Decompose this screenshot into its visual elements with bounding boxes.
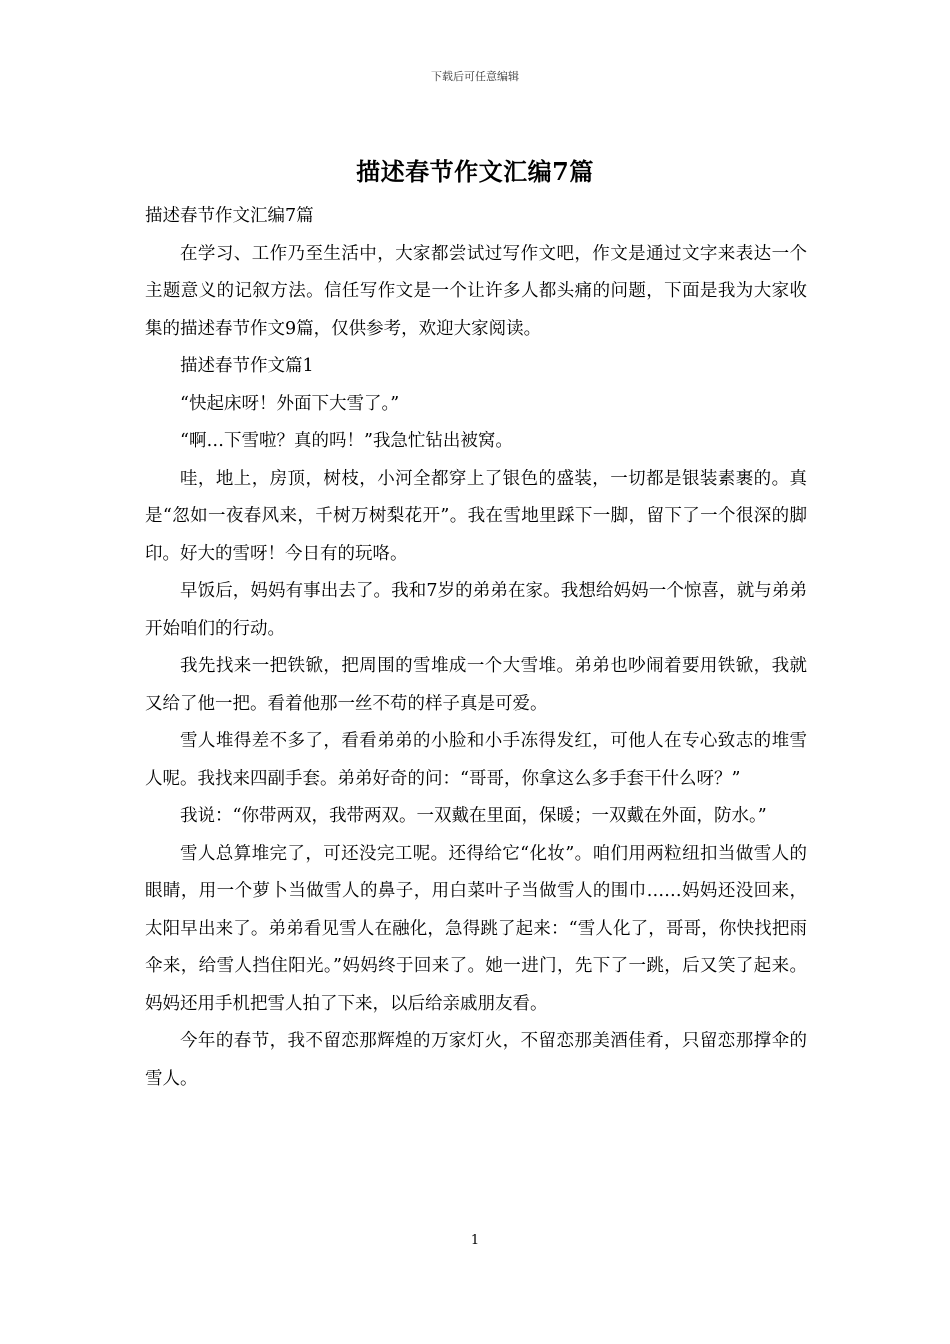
page-header: 下载后可任意编辑 xyxy=(431,70,519,83)
paragraph: 我说：“你带两双，我带两双。一双戴在里面，保暖；一双戴在外面，防水。” xyxy=(180,806,767,826)
subtitle-line: 描述春节作文汇编7篇 xyxy=(145,206,314,226)
section-heading: 描述春节作文篇1 xyxy=(180,356,314,376)
paragraph: “快起床呀！外面下大雪了。” xyxy=(180,393,400,414)
document-title: 描述春节作文汇编7篇 xyxy=(356,157,594,186)
page-number: 1 xyxy=(470,1233,480,1248)
paragraph: 早饭后，妈妈有事出去了。我和7岁的弟弟在家。我想给妈妈一个惊喜，就与弟弟开始咱们的行动。 xyxy=(145,581,807,639)
paragraph: 今年的春节，我不留恋那辉煌的万家灯火，不留恋那美酒佳肴，只留恋那撑伞的雪人。 xyxy=(145,1031,807,1089)
paragraph: 雪人堆得差不多了，看看弟弟的小脸和小手冻得发红，可他人在专心致志的堆雪人呢。我找来四副手套。弟弟好奇的问：“哥哥，你拿这么多手套干什么呀？” xyxy=(145,731,807,789)
paragraph: 哇，地上，房顶，树枝，小河全都穿上了银色的盛装，一切都是银装素裹的。真是“忽如一夜春风来，千树万树梨花开”。我在雪地里踩下一脚，留下了一个很深的脚印。好大的雪呀！今日有的玩咯。 xyxy=(145,468,807,564)
paragraph: 我先找来一把铁锨，把周围的雪堆成一个大雪堆。弟弟也吵闹着要用铁锨，我就又给了他一把。看着他那一丝不苟的样子真是可爱。 xyxy=(145,656,807,714)
paragraph: 雪人总算堆完了，可还没完工呢。还得给它“化妆”。咱们用两粒纽扣当做雪人的眼睛，用一个萝卜当做雪人的鼻子，用白菜叶子当做雪人的围巾……妈妈还没回来，太阳早出来了。弟弟看见雪人在融化，急得跳了起来：“雪人化了，哥哥，你快找把雨伞来，给雪人挡住阳光。”妈妈终于回来了。她一进门，先下了一跳，后又笑了起来。妈妈还用手机把雪人拍了下来，以后给亲戚朋友看。 xyxy=(145,843,807,1014)
intro-paragraph: 在学习、工作乃至生活中，大家都尝试过写作文吧，作文是通过文字来表达一个主题意义的记叙方法。信任写作文是一个让许多人都头痛的问题，下面是我为大家收集的描述春节作文9篇，仅供参考，欢迎大家阅读。 xyxy=(145,243,807,339)
paragraph: “啊…下雪啦？真的吗！”我急忙钻出被窝。 xyxy=(180,431,513,451)
document-body xyxy=(145,198,807,1098)
